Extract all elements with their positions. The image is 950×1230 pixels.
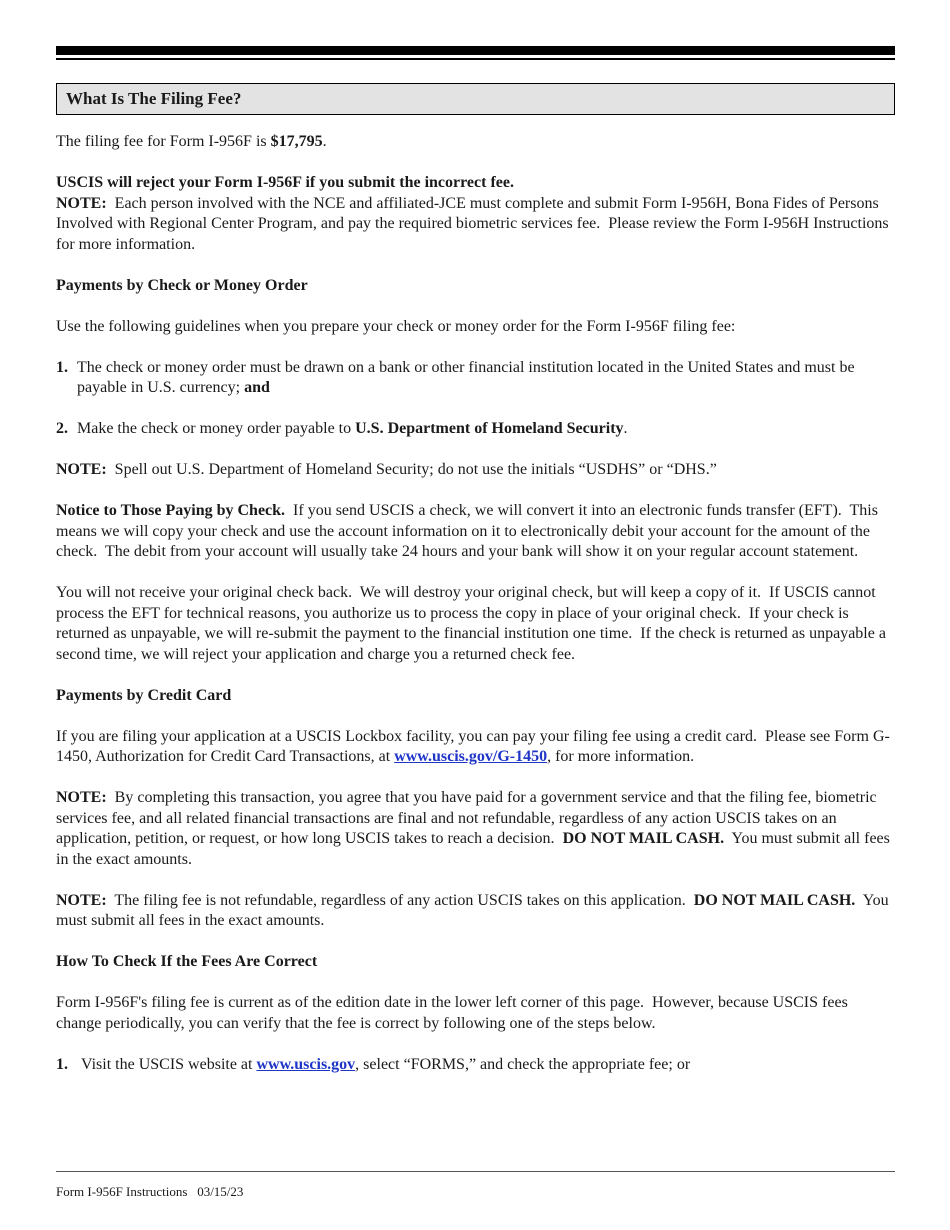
section-header [56,83,895,115]
check-heading: Payments by Check or Money Order [56,276,308,294]
check-return-paragraph: You will not receive your original check back. We will destroy your original check, but will keep a copy of it. If USCIS cannot process the EFT for technical reasons, you authorize us to process the copy in place of your original check. If your check is returned as unpayable, we will re-submit the payment to the financial institution one time. If the check is returned as unpayable a second time, we will reject your application and charge you a returned check fee. [56,584,890,663]
document-body [56,132,895,1075]
list-item: 1. Visit the USCIS website at www.uscis.gov, select “FORMS,” and check the appropriate fee; or [56,1055,691,1073]
uscis-link[interactable]: www.uscis.gov [256,1055,356,1073]
section-title: What Is The Filing Fee? [66,89,242,108]
top-rule-thin [56,58,895,60]
footer-edition: Form I-956F Instructions 03/15/23 [56,1184,244,1199]
check-guidelines: Use the following guidelines when you prepare your check or money order for the Form I-956F filing fee: [56,317,736,335]
credit-paragraph: If you are filing your application at a USCIS Lockbox facility, you can pay your filing fee using a credit card. Please see Form G-1450, Authorization for Credit Card Transactions, at www.uscis.gov/G-1450, for more information. [56,727,890,765]
note-spell-out: NOTE: Spell out U.S. Department of Homeland Security; do not use the initials “USDHS” or “DHS.” [56,461,717,478]
list-item: 2. Make the check or money order payable to U.S. Department of Homeland Security. [56,420,628,437]
g1450-link[interactable]: www.uscis.gov/G-1450 [394,748,548,765]
top-rule-thick [56,46,895,55]
list-item: 1. The check or money order must be drawn on a bank or other financial institution located in the United States and must be payable in U.S. currency; and [56,358,855,396]
verify-paragraph: Form I-956F's filing fee is current as of the edition date in the lower left corner of this page. However, because USCIS fees change periodically, you can verify that the fee is correct by following one of the steps below. [56,994,852,1032]
reject-notice: USCIS will reject your Form I-956F if you submit the incorrect fee. [56,174,514,191]
fee-paragraph: The filing fee for Form I-956F is $17,795. [56,133,327,150]
credit-heading: Payments by Credit Card [56,686,232,704]
note-refund: NOTE: The filing fee is not refundable, regardless of any action USCIS takes on this application. DO NOT MAIL CASH. You must submit all fees in the exact amounts. [56,891,893,929]
footer-rule [56,1171,895,1172]
notice-check: Notice to Those Paying by Check. If you send USCIS a check, we will convert it into an electronic funds transfer (EFT). This means we will copy your check and use the account information on it to electronically debit your account for the amount of the check. The debit from your account will usually take 24 hours and your bank will show it on your regular account statement. [56,502,882,560]
verify-heading: How To Check If the Fees Are Correct [56,953,318,970]
note-biometric: NOTE: Each person involved with the NCE and affiliated-JCE must complete and submit Form I-956H, Bona Fides of Persons Involved with Regional Center Program, and pay the required biometric services fee. Please review the Form I-956H Instructions for more information. [56,194,893,253]
fee-amount: $17,795 [270,133,323,150]
note-credit: NOTE: By completing this transaction, you agree that you have paid for a government service and that the filing fee, biometric services fee, and all related financial transactions are final and not refundable, regardless of any action USCIS takes on an application, petition, or request, or how long USCIS takes to reach a decision. DO NOT MAIL CASH. You must submit all fees in the exact amounts. [56,789,894,868]
